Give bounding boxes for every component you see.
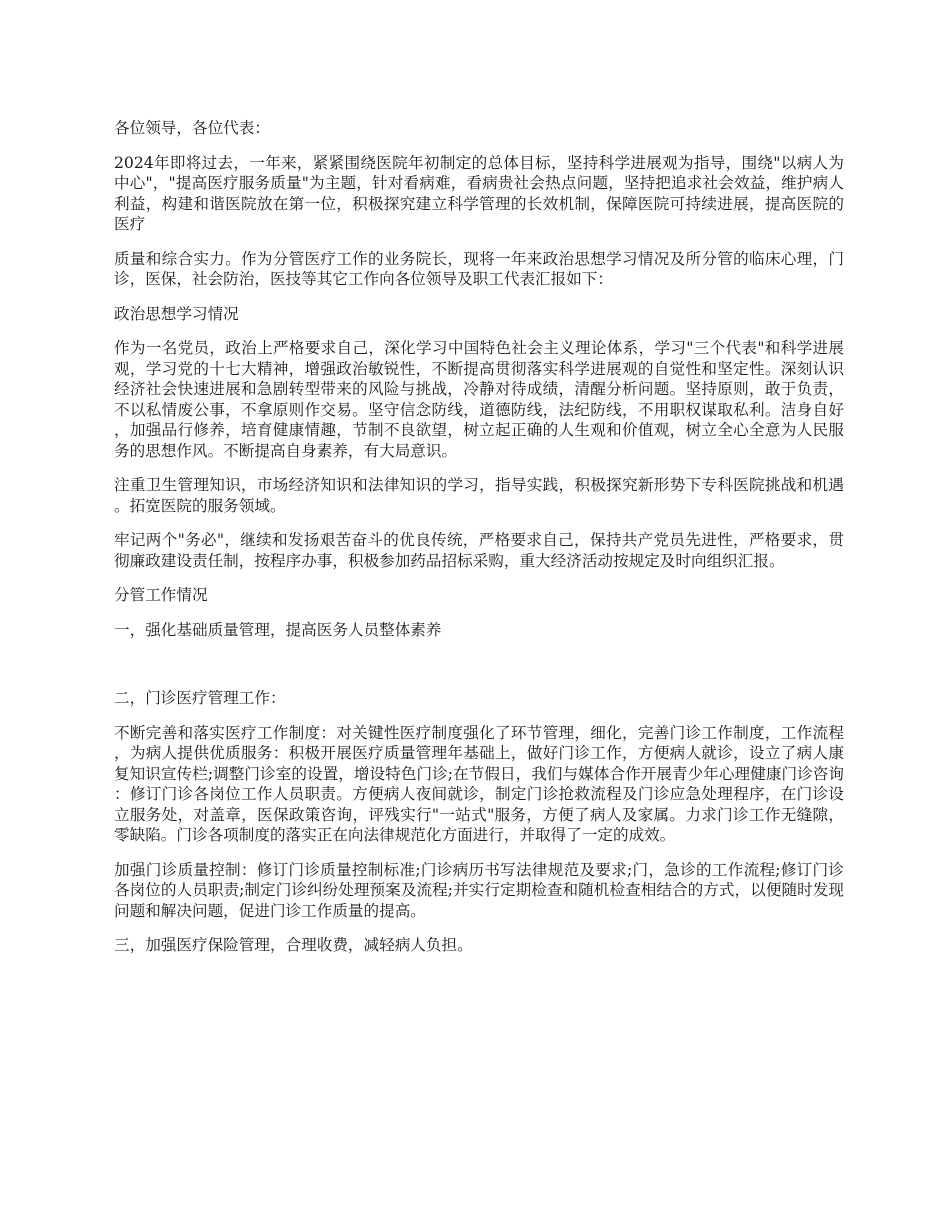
salutation: 各位领导，各位代表： bbox=[114, 119, 270, 137]
section-heading-work: 分管工作情况 bbox=[114, 586, 208, 604]
section-heading-political-study: 政治思想学习情况 bbox=[114, 304, 239, 323]
paragraph-political-study: 作为一名党员，政治上严格要求自己，深化学习中国特色社会主义理论体系，学习"三个代表"和科学进展观，学习党的十七大精神，增强政治敏锐性，不断提高贯彻落实科学进展观的自觉性和坚定性。深刻认识经济社会快速进展和急剧转型带来的风险与挑战，冷静对待成绩，清醒分析问题。坚持原则，敢于负责，不以私情废公事，不拿原则作交易。坚守信念防线，道德防线，法纪防线，不用职权谋取私利。洁身自好，加强品行修养，培育健康情趣，节制不良欲望，树立起正确的人生观和价值观，树立全心全意为人民服务的思想作风。不断提高自身素养，有大局意识。 bbox=[114, 339, 844, 460]
paragraph-outpatient-quality: 加强门诊质量控制：修订门诊质量控制标准;门诊病历书写法律规范及要求;门，急诊的工作流程;修订门诊各岗位的人员职责;制定门诊纠纷处理预案及流程;并实行定期检查和随机检查相结合的方式，以便随时发现问题和解决问题，促进门诊工作质量的提高。 bbox=[114, 860, 844, 920]
subheading-quality-management: 一，强化基础质量管理，提高医务人员整体素养 bbox=[114, 620, 442, 639]
blank-space bbox=[114, 654, 844, 688]
document-body bbox=[114, 118, 844, 970]
paragraph-two-musts: 牢记两个"务必"，继续和发扬艰苦奋斗的优良传统，严格要求自己，保持共产党员先进性，严格要求，贯彻廉政建设责任制，按程序办事，积极参加药品招标采购，重大经济活动按规定及时向组织汇报。 bbox=[114, 531, 844, 570]
subheading-insurance-management: 三，加强医疗保险管理，合理收费，减轻病人负担。 bbox=[114, 936, 473, 954]
paragraph-knowledge-study: 注重卫生管理知识，市场经济知识和法律知识的学习，指导实践，积极探究新形势下专科医院挑战和机遇。拓宽医院的服务领域。 bbox=[114, 476, 844, 515]
subheading-outpatient-management: 二，门诊医疗管理工作： bbox=[114, 689, 286, 707]
paragraph-intro: 2024年即将过去，一年来，紧紧围绕医院年初制定的总体目标，坚持科学进展观为指导，围绕"以病人为中心"，"提高医疗服务质量"为主题，针对看病难，看病贵社会热点问题，坚持把追求社会效益，维护病人利益，构建和谐医院放在第一位，积极探究建立科学管理的长效机制，保障医院可持续进展，提高医院的医疗 bbox=[114, 153, 844, 233]
paragraph-outpatient-system: 不断完善和落实医疗工作制度：对关键性医疗制度强化了环节管理，细化，完善门诊工作制度，工作流程，为病人提供优质服务：积极开展医疗质量管理年基础上，做好门诊工作，方便病人就诊，设立了病人康复知识宣传栏;调整门诊室的设置，增设特色门诊;在节假日，我们与媒体合作开展青少年心理健康门诊咨询：修订门诊各岗位工作人员职责。方便病人夜间就诊，制定门诊抢救流程及门诊应急处理程序，在门诊设立服务处，对盖章，医保政策咨询，评残实行"一站式"服务，方便了病人及家属。力求门诊工作无缝隙，零缺陷。门诊各项制度的落实正在向法律规范化方面进行，并取得了一定的成效。 bbox=[114, 723, 844, 844]
paragraph-intro-continued: 质量和综合实力。作为分管医疗工作的业务院长，现将一年来政治思想学习情况及所分管的临床心理，门诊，医保，社会防治，医技等其它工作向各位领导及职工代表汇报如下： bbox=[114, 249, 844, 288]
